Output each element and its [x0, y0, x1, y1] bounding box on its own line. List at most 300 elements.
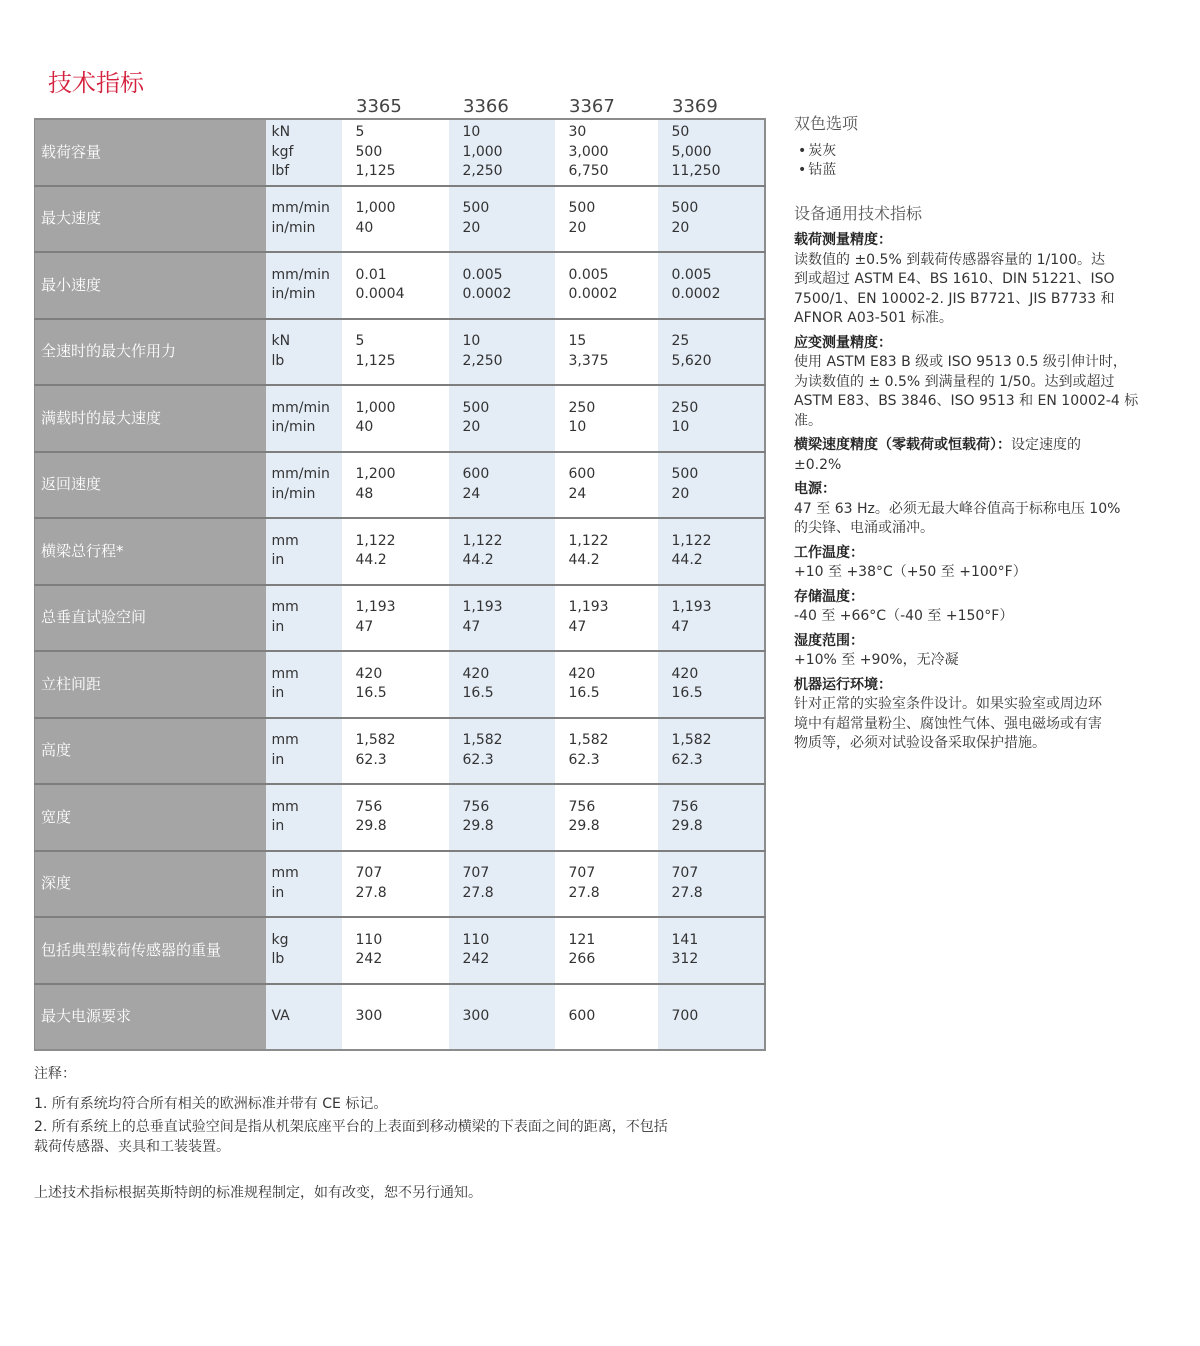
general-spec-key: 存储温度： [794, 588, 864, 605]
unit-line: mm [271, 732, 299, 749]
unit-line: in [271, 884, 285, 901]
spec-value-3369 [658, 252, 765, 319]
value-lines [356, 731, 449, 770]
value-lines [672, 931, 764, 970]
value-lines [569, 465, 658, 504]
spec-value-3369 [658, 186, 765, 253]
value-line: 44.2 [671, 552, 703, 569]
value-line: 700 [671, 1008, 699, 1024]
value-lines [463, 864, 555, 903]
spec-value-3366 [449, 651, 555, 718]
value-line: 1,582 [462, 732, 503, 749]
value-line: 756 [671, 798, 699, 815]
value-line: 20 [462, 419, 481, 436]
value-lines [672, 1007, 764, 1027]
unit-lines [272, 399, 342, 438]
spec-row-units [266, 119, 342, 186]
value-line: 1,125 [355, 352, 396, 369]
value-line: 312 [671, 951, 699, 968]
spec-row-units [266, 651, 342, 718]
value-line: 1,000 [355, 399, 396, 416]
general-spec-value: 47 至 63 Hz。必须无最大峰谷值高于标称电压 10% 的尖锋、电涌或涌冲。 [794, 500, 1121, 536]
unit-lines [272, 798, 342, 837]
value-lines [672, 465, 764, 504]
value-lines [356, 598, 449, 637]
spec-table [34, 118, 766, 1051]
value-line: 27.8 [462, 884, 494, 901]
value-lines [672, 399, 764, 438]
value-line: 0.005 [462, 266, 503, 283]
value-line: 24 [568, 485, 587, 502]
spec-value-3365 [342, 984, 449, 1051]
value-lines [356, 399, 449, 438]
value-lines [463, 731, 555, 770]
spec-value-3366 [449, 119, 555, 186]
spec-row-units [266, 385, 342, 452]
value-lines [356, 266, 449, 305]
spec-value-3369 [658, 319, 765, 386]
value-line: 10 [462, 124, 481, 140]
value-lines [569, 199, 658, 238]
spec-row-units [266, 784, 342, 851]
unit-lines [272, 199, 342, 238]
spec-value-3367 [555, 718, 658, 785]
unit-lines [272, 931, 342, 970]
note-item: 2. 所有系统上的总垂直试验空间是指从机架底座平台的上表面到移动横梁的下表面之间的距离，不包括 载荷传感器、夹具和工装装置。 [34, 1119, 668, 1155]
unit-line: mm [271, 798, 299, 815]
note-item: 1. 所有系统均符合所有相关的欧洲标准并带有 CE 标记。 [34, 1096, 388, 1112]
value-lines [672, 532, 764, 571]
unit-line: mm/min [271, 200, 330, 217]
value-line: 500 [462, 200, 490, 217]
spec-value-3365 [342, 186, 449, 253]
spec-row-units [266, 452, 342, 519]
unit-lines [272, 864, 342, 903]
value-line: 29.8 [568, 818, 600, 835]
color-options-list [798, 142, 1166, 180]
value-line: 250 [671, 399, 699, 416]
value-line: 242 [462, 951, 490, 968]
general-spec-value: 使用 ASTM E83 B 级或 ISO 9513 0.5 级引伸计时， 为读数值的 ± 0.5% 到满量程的 1/50。达到或超过 ASTM E83、BS 3846、ISO 9513 和 EN 10002-4 标 准。 [794, 354, 1139, 429]
value-line: 756 [355, 798, 383, 815]
value-line: 707 [671, 865, 699, 882]
value-line: 1,193 [671, 599, 712, 616]
value-lines [463, 266, 555, 305]
spec-row-units [266, 518, 342, 585]
value-lines [356, 931, 449, 970]
value-lines [569, 731, 658, 770]
value-lines [569, 399, 658, 438]
value-line: 300 [462, 1008, 490, 1024]
value-lines [463, 798, 555, 837]
value-line: 29.8 [671, 818, 703, 835]
spec-value-3367 [555, 784, 658, 851]
spec-row-label: 横梁总行程* [35, 518, 266, 585]
unit-lines [272, 1007, 342, 1027]
value-lines [356, 665, 449, 704]
value-line: 121 [568, 931, 596, 948]
value-line: 10 [568, 419, 587, 436]
spec-row-units [266, 917, 342, 984]
spec-value-3365 [342, 718, 449, 785]
value-line: 29.8 [355, 818, 387, 835]
value-line: 62.3 [355, 751, 387, 768]
spec-row [35, 385, 765, 452]
unit-line: in [271, 818, 285, 835]
value-line: 48 [355, 485, 374, 502]
spec-row-units [266, 984, 342, 1051]
unit-lines [272, 598, 342, 637]
value-lines [569, 931, 658, 970]
spec-value-3367 [555, 319, 658, 386]
value-line: 600 [568, 466, 596, 483]
value-line: 500 [671, 200, 699, 217]
model-header-row [342, 96, 762, 118]
general-spec-item [794, 676, 1166, 754]
value-line: 0.005 [671, 266, 712, 283]
value-lines [463, 399, 555, 438]
spec-value-3366 [449, 518, 555, 585]
spec-value-3366 [449, 784, 555, 851]
value-line: 3,000 [568, 143, 609, 160]
unit-line: in [271, 751, 285, 768]
value-lines [569, 864, 658, 903]
spec-row-label: 最大电源要求 [35, 984, 266, 1051]
value-line: 1,193 [462, 599, 503, 616]
value-line: 10 [671, 419, 690, 436]
model-header-3365: 3365 [356, 96, 402, 117]
value-line: 141 [671, 931, 699, 948]
unit-line: in [271, 552, 285, 569]
general-spec-line [794, 436, 1166, 475]
spec-row-label: 全速时的最大作用力 [35, 319, 266, 386]
value-line: 44.2 [568, 552, 600, 569]
spec-value-3365 [342, 784, 449, 851]
spec-row [35, 784, 765, 851]
value-line: 707 [568, 865, 596, 882]
value-lines [463, 532, 555, 571]
general-spec-value: 读数值的 ±0.5% 到载荷传感器容量的 1/100。达 到或超过 ASTM E4、BS 1610、DIN 51221、ISO 7500/1、EN 10002-2. JIS B7721、JIS B7733 和 AFNOR A03-501 标准。 [794, 251, 1115, 326]
value-line: 1,000 [355, 200, 396, 217]
value-line: 500 [568, 200, 596, 217]
spec-value-3369 [658, 585, 765, 652]
spec-value-3365 [342, 917, 449, 984]
model-header-3367: 3367 [569, 96, 615, 117]
value-line: 24 [462, 485, 481, 502]
value-line: 1,122 [671, 532, 712, 549]
spec-row-label: 载荷容量 [35, 119, 266, 186]
general-spec-value: -40 至 +66°C（-40 至 +150°F） [794, 608, 1014, 624]
value-lines [463, 332, 555, 371]
value-line: 1,125 [355, 163, 396, 179]
general-spec-item [794, 480, 1166, 539]
general-spec-value: 针对正常的实验室条件设计。如果实验室或周边环 境中有超常量粉尘、腐蚀性气体、强电磁场或有害 物质等，必须对试验设备采取保护措施。 [794, 696, 1102, 751]
value-lines [356, 123, 449, 182]
value-lines [463, 1007, 555, 1027]
value-line: 300 [355, 1008, 383, 1024]
general-spec-key: 横梁速度精度（零载荷或恒载荷）： [794, 437, 1011, 453]
spec-row-label: 包括典型载荷传感器的重量 [35, 917, 266, 984]
spec-row-units [266, 718, 342, 785]
value-line: 420 [355, 665, 383, 682]
value-line: 25 [671, 333, 690, 350]
unit-line: lb [271, 352, 285, 369]
unit-line: lbf [271, 163, 290, 179]
value-line: 10 [462, 333, 481, 350]
spec-value-3365 [342, 851, 449, 918]
spec-value-3365 [342, 385, 449, 452]
spec-value-3367 [555, 851, 658, 918]
value-lines [672, 798, 764, 837]
value-line: 47 [355, 618, 374, 635]
spec-row [35, 917, 765, 984]
spec-value-3366 [449, 186, 555, 253]
spec-row [35, 452, 765, 519]
spec-value-3366 [449, 319, 555, 386]
spec-value-3369 [658, 984, 765, 1051]
value-line: 266 [568, 951, 596, 968]
value-line: 5,620 [671, 352, 712, 369]
general-spec-value: +10% 至 +90%，无冷凝 [794, 652, 959, 668]
value-line: 1,200 [355, 466, 396, 483]
value-lines [356, 532, 449, 571]
spec-value-3369 [658, 518, 765, 585]
unit-lines [272, 266, 342, 305]
value-line: 1,582 [568, 732, 609, 749]
spec-value-3366 [449, 252, 555, 319]
value-line: 420 [671, 665, 699, 682]
unit-line: mm [271, 665, 299, 682]
value-line: 500 [355, 143, 383, 160]
value-line: 5 [355, 333, 365, 350]
spec-value-3367 [555, 252, 658, 319]
value-lines [672, 199, 764, 238]
unit-line: in/min [271, 419, 316, 436]
value-lines [463, 199, 555, 238]
value-line: 2,250 [462, 163, 503, 179]
spec-row-label: 总垂直试验空间 [35, 585, 266, 652]
spec-value-3369 [658, 119, 765, 186]
value-line: 1,122 [462, 532, 503, 549]
spec-row-units [266, 585, 342, 652]
value-line: 707 [462, 865, 490, 882]
value-lines [569, 798, 658, 837]
value-lines [569, 266, 658, 305]
spec-row [35, 252, 765, 319]
value-lines [672, 598, 764, 637]
page-title: 技术指标 [48, 69, 144, 97]
value-lines [672, 123, 764, 182]
value-line: 29.8 [462, 818, 494, 835]
value-lines [569, 332, 658, 371]
value-lines [356, 798, 449, 837]
unit-line: kg [271, 931, 289, 948]
general-spec-key: 电源： [794, 481, 836, 497]
unit-lines [272, 123, 342, 182]
value-lines [672, 864, 764, 903]
value-line: 62.3 [568, 751, 600, 768]
spec-value-3367 [555, 917, 658, 984]
unit-line: mm/min [271, 466, 330, 483]
spec-value-3365 [342, 452, 449, 519]
value-lines [356, 199, 449, 238]
value-line: 27.8 [568, 884, 600, 901]
value-line: 0.0004 [355, 286, 405, 303]
general-specs-list [794, 231, 1166, 754]
value-line: 1,582 [355, 732, 396, 749]
spec-value-3366 [449, 585, 555, 652]
value-line: 0.01 [355, 266, 387, 283]
general-spec-key: 机器运行环境： [794, 676, 892, 693]
spec-row [35, 984, 765, 1051]
value-line: 500 [462, 399, 490, 416]
spec-row-label: 深度 [35, 851, 266, 918]
value-line: 16.5 [671, 685, 703, 702]
value-lines [672, 731, 764, 770]
value-line: 30 [568, 124, 587, 140]
general-spec-key: 湿度范围： [794, 632, 864, 649]
value-line: 16.5 [355, 685, 387, 702]
spec-value-3365 [342, 585, 449, 652]
spec-value-3367 [555, 452, 658, 519]
spec-row [35, 119, 765, 186]
value-lines [569, 665, 658, 704]
general-specs-title: 设备通用技术指标 [794, 204, 923, 223]
spec-value-3366 [449, 851, 555, 918]
value-line: 27.8 [355, 884, 387, 901]
value-line: 250 [568, 399, 596, 416]
spec-value-3367 [555, 186, 658, 253]
value-line: 47 [568, 618, 587, 635]
unit-line: in/min [271, 219, 316, 236]
spec-value-3369 [658, 718, 765, 785]
spec-row-label: 宽度 [35, 784, 266, 851]
value-line: 1,000 [462, 143, 503, 160]
value-lines [356, 1007, 449, 1027]
spec-value-3369 [658, 851, 765, 918]
value-line: 1,582 [671, 732, 712, 749]
general-spec-item [794, 588, 1166, 627]
value-line: 242 [355, 951, 383, 968]
general-spec-value: 设定速度的 ±0.2% [794, 437, 1081, 473]
value-line: 500 [671, 466, 699, 483]
spec-value-3367 [555, 984, 658, 1051]
spec-value-3367 [555, 585, 658, 652]
color-option-item: • 炭灰 [798, 142, 1166, 161]
general-spec-key: 载荷测量精度： [794, 232, 892, 248]
value-line: 20 [568, 219, 587, 236]
value-lines [569, 123, 658, 182]
notes-title: 注释： [34, 1066, 76, 1082]
spec-row [35, 718, 765, 785]
value-line: 40 [355, 419, 374, 436]
value-line: 44.2 [462, 552, 494, 569]
value-line: 110 [462, 931, 490, 948]
spec-value-3365 [342, 252, 449, 319]
spec-row-units [266, 319, 342, 386]
value-lines [672, 266, 764, 305]
spec-value-3369 [658, 651, 765, 718]
unit-line: mm/min [271, 266, 330, 283]
general-spec-item [794, 544, 1166, 583]
value-line: 62.3 [671, 751, 703, 768]
notes-list [34, 1094, 774, 1157]
value-line: 3,375 [568, 352, 609, 369]
spec-value-3367 [555, 385, 658, 452]
spec-value-3365 [342, 319, 449, 386]
value-lines [569, 532, 658, 571]
spec-row-label: 最大速度 [35, 186, 266, 253]
value-lines [569, 1007, 658, 1027]
spec-row-label: 返回速度 [35, 452, 266, 519]
value-line: 0.0002 [462, 286, 512, 303]
unit-line: kN [271, 124, 291, 140]
value-line: 47 [671, 618, 690, 635]
value-line: 5,000 [671, 143, 712, 160]
value-line: 600 [462, 466, 490, 483]
unit-line: kN [271, 333, 291, 350]
spec-row-label: 高度 [35, 718, 266, 785]
general-spec-key: 工作温度： [794, 544, 864, 561]
value-line: 5 [355, 124, 365, 140]
value-line: 600 [568, 1008, 596, 1024]
value-lines [356, 465, 449, 504]
value-lines [463, 931, 555, 970]
value-lines [672, 665, 764, 704]
general-spec-item [794, 632, 1166, 671]
value-line: 1,122 [355, 532, 396, 549]
value-line: 44.2 [355, 552, 387, 569]
unit-lines [272, 465, 342, 504]
value-line: 0.005 [568, 266, 609, 283]
notes-section [34, 1064, 774, 1203]
unit-line: lb [271, 951, 285, 968]
spec-row-label: 立柱间距 [35, 651, 266, 718]
value-line: 756 [462, 798, 490, 815]
value-lines [569, 598, 658, 637]
spec-value-3365 [342, 119, 449, 186]
value-line: 11,250 [671, 163, 721, 179]
value-line: 1,193 [568, 599, 609, 616]
unit-line: mm [271, 599, 299, 616]
unit-line: mm [271, 532, 299, 549]
value-line: 1,122 [568, 532, 609, 549]
value-line: 0.0002 [568, 286, 618, 303]
value-line: 40 [355, 219, 374, 236]
spec-row [35, 851, 765, 918]
value-line: 20 [671, 485, 690, 502]
spec-value-3366 [449, 984, 555, 1051]
value-line: 20 [462, 219, 481, 236]
value-line: 50 [671, 124, 690, 140]
general-spec-value: +10 至 +38°C（+50 至 +100°F） [794, 564, 1027, 580]
value-lines [463, 123, 555, 182]
unit-line: VA [271, 1008, 290, 1024]
spec-value-3365 [342, 651, 449, 718]
spec-value-3367 [555, 518, 658, 585]
value-line: 420 [462, 665, 490, 682]
spec-row [35, 319, 765, 386]
value-line: 47 [462, 618, 481, 635]
spec-row [35, 651, 765, 718]
spec-row [35, 585, 765, 652]
value-line: 15 [568, 333, 587, 350]
spec-row-units [266, 186, 342, 253]
unit-lines [272, 731, 342, 770]
general-spec-item [794, 231, 1166, 329]
general-spec-item [794, 334, 1166, 432]
spec-value-3369 [658, 784, 765, 851]
